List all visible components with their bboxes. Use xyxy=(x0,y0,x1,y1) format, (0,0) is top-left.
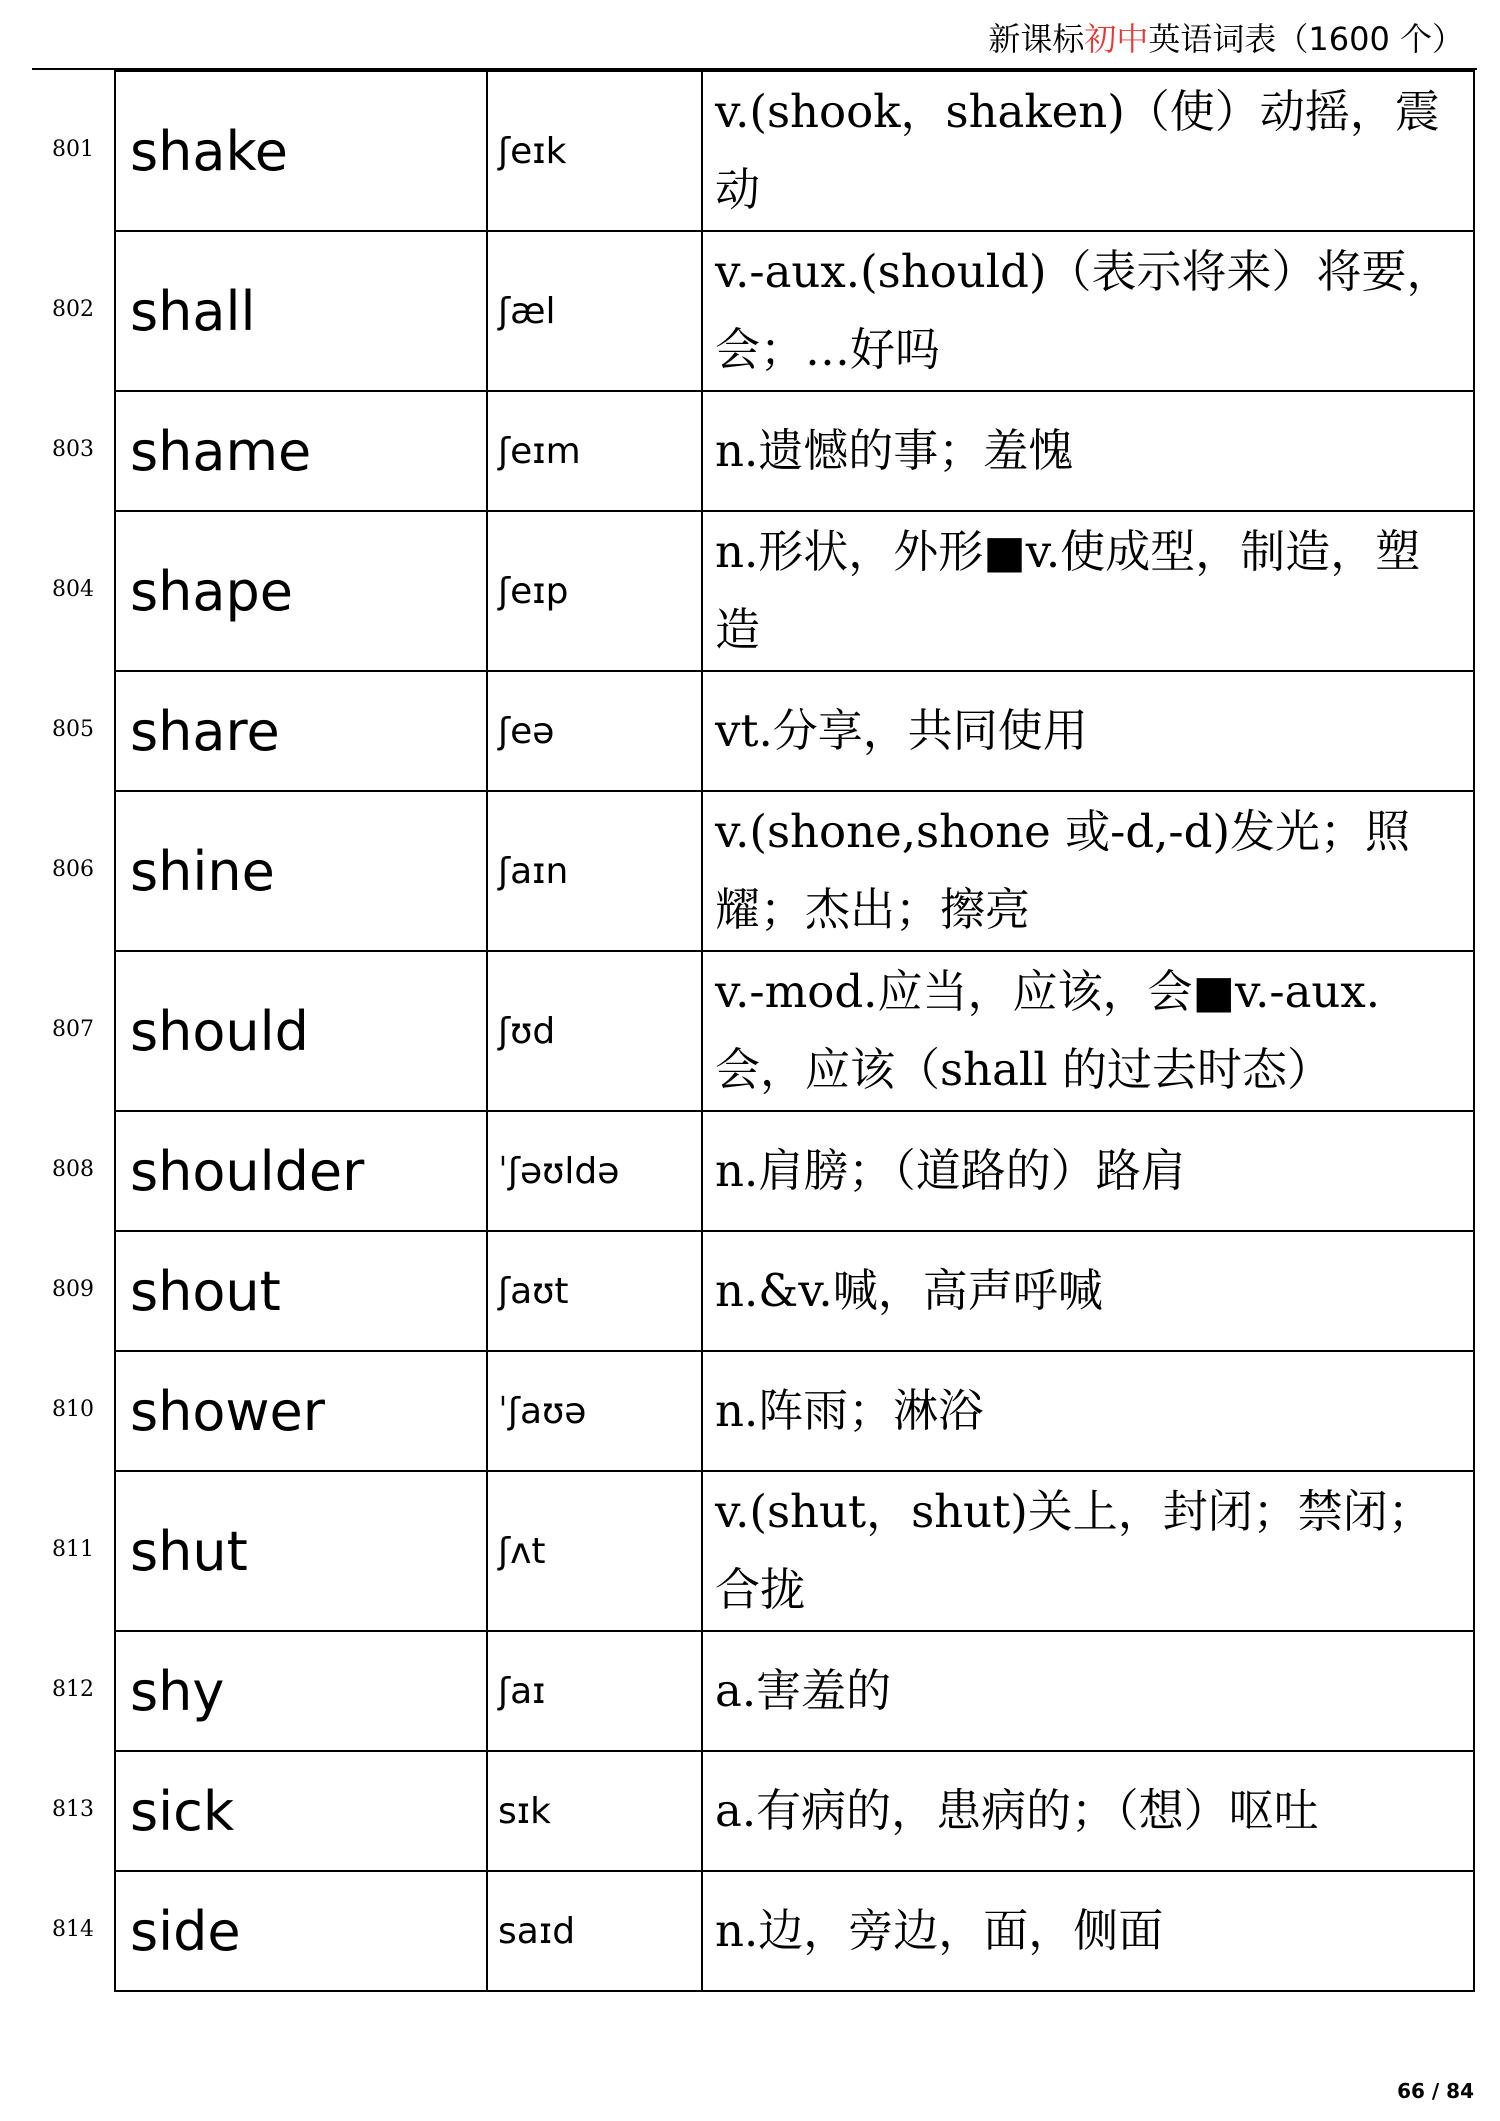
phonetic-cell: ʃeɪp xyxy=(487,511,702,671)
meaning-cell: n.肩膀；（道路的）路肩 xyxy=(702,1111,1474,1231)
row-number: 802 xyxy=(52,297,94,322)
row-number: 812 xyxy=(52,1677,94,1702)
page-number: 66 / 84 xyxy=(1397,2079,1474,2103)
meaning-cell: v.(shone,shone 或-d,-d)发光；照耀；杰出；擦亮 xyxy=(702,791,1474,951)
table-row xyxy=(115,1471,1474,1631)
phonetic-cell: ʃʌt xyxy=(487,1471,702,1631)
meaning-cell: v.-aux.(should)（表示将来）将要，会；…好吗 xyxy=(702,231,1474,391)
word-cell: shoulder xyxy=(115,1111,487,1231)
phonetic-cell: ˈʃəʊldə xyxy=(487,1111,702,1231)
phonetic-cell: sɪk xyxy=(487,1751,702,1871)
row-number: 810 xyxy=(52,1397,94,1422)
table-row xyxy=(115,791,1474,951)
phonetic-cell: ˈʃaʊə xyxy=(487,1351,702,1471)
meaning-cell: v.-mod.应当，应该，会■v.-aux.会，应该（shall 的过去时态） xyxy=(702,951,1474,1111)
header-title-suffix: 英语词表（1600 个） xyxy=(1148,20,1464,58)
phonetic-cell: ʃeɪk xyxy=(487,71,702,231)
word-cell: share xyxy=(115,671,487,791)
table-row xyxy=(115,1631,1474,1751)
table-row xyxy=(115,511,1474,671)
row-number: 806 xyxy=(52,857,94,882)
table-row xyxy=(115,951,1474,1111)
row-number: 808 xyxy=(52,1157,94,1182)
phonetic-cell: ʃæl xyxy=(487,231,702,391)
phonetic-cell: saɪd xyxy=(487,1871,702,1991)
meaning-cell: n.阵雨；淋浴 xyxy=(702,1351,1474,1471)
word-cell: should xyxy=(115,951,487,1111)
table-row xyxy=(115,1871,1474,1991)
table-row xyxy=(115,391,1474,511)
row-number: 804 xyxy=(52,577,94,602)
row-number: 811 xyxy=(52,1537,94,1562)
header-title-accent: 初中 xyxy=(1084,20,1149,58)
table-row xyxy=(115,1751,1474,1871)
row-number: 805 xyxy=(52,717,94,742)
meaning-cell: n.遗憾的事；羞愧 xyxy=(702,391,1474,511)
table-row xyxy=(115,1231,1474,1351)
row-number: 801 xyxy=(52,137,94,162)
word-cell: shy xyxy=(115,1631,487,1751)
row-number: 814 xyxy=(52,1917,94,1942)
meaning-cell: v.(shut，shut)关上，封闭；禁闭；合拢 xyxy=(702,1471,1474,1631)
header-title-prefix: 新课标 xyxy=(988,20,1085,58)
meaning-cell: v.(shook，shaken)（使）动摇，震动 xyxy=(702,71,1474,231)
meaning-cell: a.害羞的 xyxy=(702,1631,1474,1751)
vocab-table xyxy=(114,70,1475,1992)
word-cell: shower xyxy=(115,1351,487,1471)
table-row xyxy=(115,231,1474,391)
phonetic-cell: ʃaʊt xyxy=(487,1231,702,1351)
word-cell: shall xyxy=(115,231,487,391)
word-cell: shine xyxy=(115,791,487,951)
word-cell: shut xyxy=(115,1471,487,1631)
meaning-cell: vt.分享，共同使用 xyxy=(702,671,1474,791)
table-row xyxy=(115,71,1474,231)
word-cell: shake xyxy=(115,71,487,231)
page-header xyxy=(988,14,1464,64)
phonetic-cell: ʃeə xyxy=(487,671,702,791)
word-cell: sick xyxy=(115,1751,487,1871)
phonetic-cell: ʃeɪm xyxy=(487,391,702,511)
word-cell: shame xyxy=(115,391,487,511)
table-row xyxy=(115,1111,1474,1231)
meaning-cell: a.有病的，患病的；（想）呕吐 xyxy=(702,1751,1474,1871)
phonetic-cell: ʃaɪn xyxy=(487,791,702,951)
meaning-cell: n.&v.喊，高声呼喊 xyxy=(702,1231,1474,1351)
row-number: 807 xyxy=(52,1017,94,1042)
word-cell: shape xyxy=(115,511,487,671)
phonetic-cell: ʃaɪ xyxy=(487,1631,702,1751)
meaning-cell: n.形状，外形■v.使成型，制造，塑造 xyxy=(702,511,1474,671)
table-row xyxy=(115,1351,1474,1471)
row-number: 803 xyxy=(52,437,94,462)
table-row xyxy=(115,671,1474,791)
phonetic-cell: ʃʊd xyxy=(487,951,702,1111)
word-cell: side xyxy=(115,1871,487,1991)
word-cell: shout xyxy=(115,1231,487,1351)
row-number: 809 xyxy=(52,1277,94,1302)
meaning-cell: n.边，旁边，面，侧面 xyxy=(702,1871,1474,1991)
row-number: 813 xyxy=(52,1797,94,1822)
